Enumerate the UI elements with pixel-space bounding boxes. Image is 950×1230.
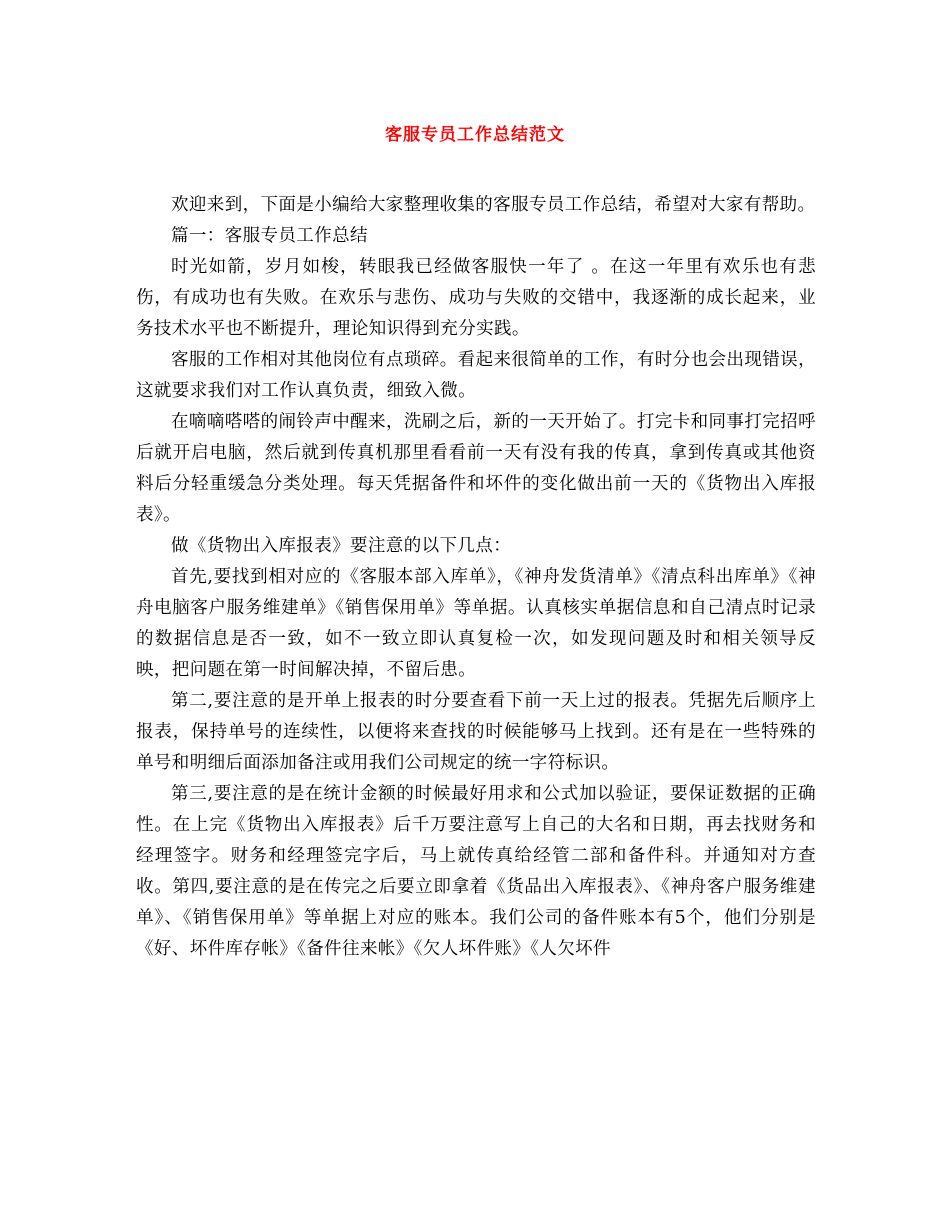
paragraph-intro: 欢迎来到，下面是小编给大家整理收集的客服专员工作总结，希望对大家有帮助。 (171, 195, 816, 215)
paragraph: 做《货物出入库报表》要注意的以下几点： (171, 536, 512, 556)
paragraph: 在嘀嘀嗒嗒的闹铃声中醒来，洗刷之后，新的一天开始了。打完卡和同事打完招呼后就开启电脑，然后就到传真机那里看看前一天有没有我的传真，拿到传真或其他资料后分轻重缓急分类处理。每天凭据备件和坏件的变化做出前一天的《货物出入库报表》。 (136, 412, 816, 525)
paragraph: 首先,要找到相对应的《客服本部入库单》，《神舟发货清单》《清点科出库单》《神舟电脑客户服务维建单》《销售保用单》等单据。认真核实单据信息和自己清点时记录的数据信息是否一致，如不一致立即认真复检一次，如发现问题及时和相关领导反映，把问题在第一时间解决掉，不留后患。 (136, 567, 816, 680)
document-title: 客服专员工作总结范文 (385, 125, 565, 145)
paragraph: 第三,要注意的是在统计金额的时候最好用求和公式加以验证，要保证数据的正确性。在上完《货物出入库报表》后千万要注意写上自己的大名和日期，再去找财务和经理签字。财务和经理签完字后，马上就传真给经管二部和备件科。并通知对方查收。第四,要注意的是在传完之后要立即拿着《货品出入库报表》、《神舟客户服务维建单》、《销售保用单》等单据上对应的账本。我们公司的备件账本有5个，他们分别是《好、坏件库存帐》《备件往来帐》《欠人坏件账》《人欠坏件 (136, 784, 816, 959)
paragraph: 客服的工作相对其他岗位有点琐碎。看起来很简单的工作，有时分也会出现错误，这就要求我们对工作认真负责，细致入微。 (136, 350, 816, 401)
paragraph-section-heading: 篇一：客服专员工作总结 (171, 226, 368, 246)
document-body (136, 190, 816, 965)
paragraph: 时光如箭，岁月如梭，转眼我已经做客服快一年了 。在这一年里有欢乐也有悲伤，有成功也有失败。在欢乐与悲伤、成功与失败的交错中，我逐渐的成长起来，业务技术水平也不断提升，理论知识得到充分实践。 (136, 257, 816, 339)
paragraph: 第二,要注意的是开单上报表的时分要查看下前一天上过的报表。凭据先后顺序上报表，保持单号的连续性，以便将来查找的时候能够马上找到。还有是在一些特殊的单号和明细后面添加备注或用我们公司规定的统一字符标识。 (136, 691, 816, 773)
